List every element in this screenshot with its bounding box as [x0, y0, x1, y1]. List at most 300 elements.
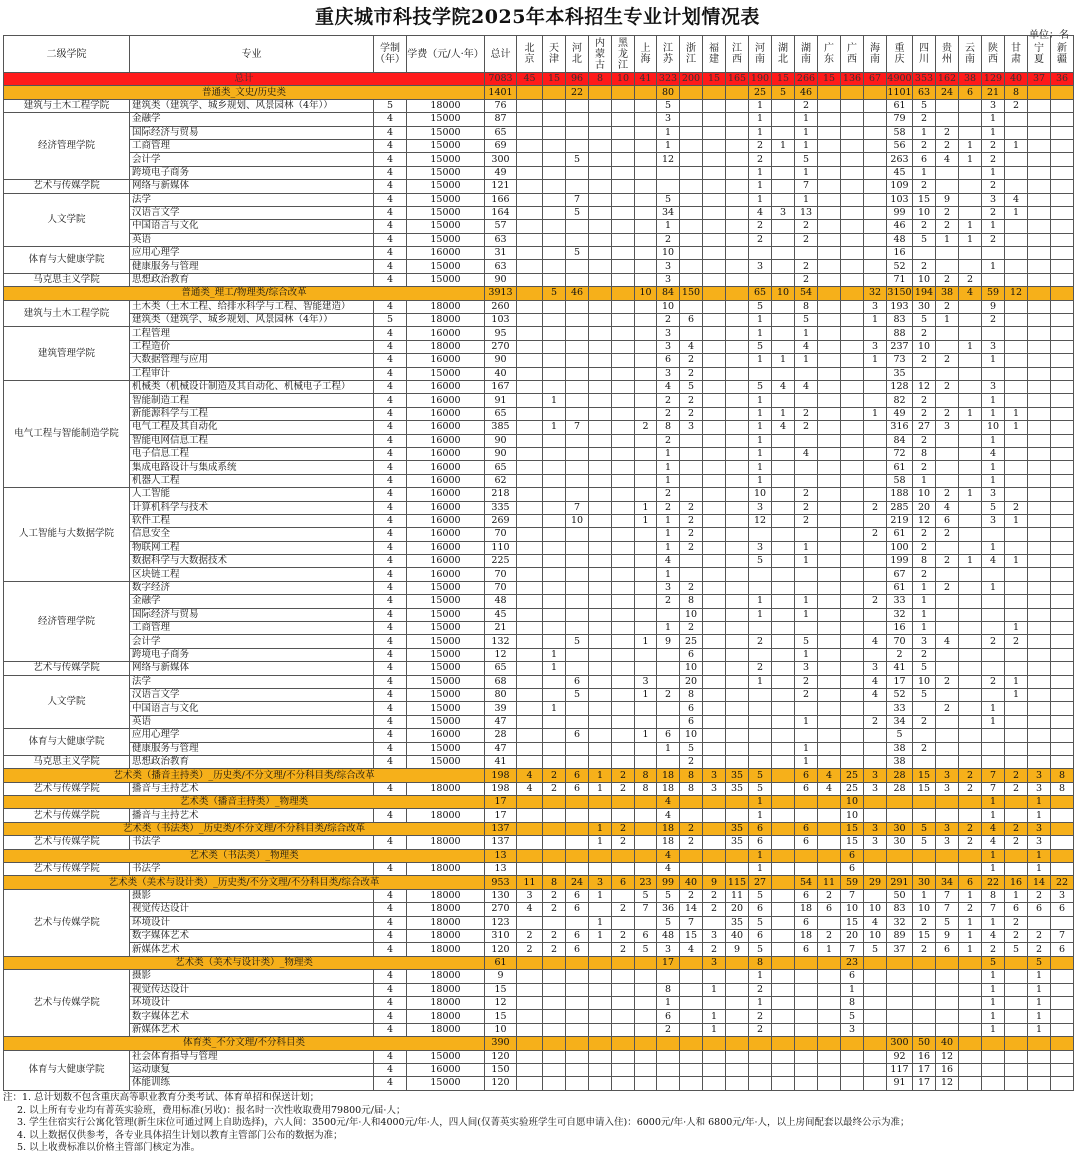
province-cell [1005, 1037, 1028, 1050]
province-cell: 2 [612, 903, 635, 916]
province-cell [612, 755, 635, 768]
table-row [4, 180, 1074, 193]
province-cell: 1 [795, 126, 818, 139]
province-cell [635, 822, 657, 835]
province-cell [703, 555, 726, 568]
province-cell: 1 [749, 421, 772, 434]
province-cell: 1 [959, 139, 982, 152]
province-cell [772, 930, 795, 943]
province-cell: 5 [1005, 943, 1028, 956]
province-cell [517, 688, 543, 701]
province-cell [703, 863, 726, 876]
tuition-cell: 18000 [407, 300, 485, 313]
unit-label: 单位：名 [1029, 30, 1069, 41]
province-cell [566, 996, 589, 1009]
category-row [4, 769, 1074, 782]
duration-cell: 4 [374, 367, 407, 380]
province-cell: 8 [841, 996, 864, 1009]
province-cell: 3 [772, 206, 795, 219]
major-cell: 金融学 [130, 113, 374, 126]
province-cell [517, 113, 543, 126]
province-cell [841, 688, 864, 701]
duration-cell: 4 [374, 180, 407, 193]
province-cell: 2 [913, 220, 936, 233]
province-cell: 199 [887, 555, 913, 568]
province-cell [612, 220, 635, 233]
province-cell [566, 528, 589, 541]
province-cell: 1 [913, 581, 936, 594]
province-cell: 5 [795, 153, 818, 166]
province-cell [726, 1077, 749, 1090]
province-cell [841, 595, 864, 608]
table-row [4, 809, 1074, 822]
province-cell: 3 [657, 327, 680, 340]
province-cell [703, 153, 726, 166]
province-cell [841, 635, 864, 648]
major-cell: 汉语言文学 [130, 206, 374, 219]
province-cell: 88 [887, 327, 913, 340]
province-cell: 2 [612, 943, 635, 956]
province-cell [936, 541, 959, 554]
header-cell: 湖 南 [795, 36, 818, 73]
province-cell [1051, 327, 1074, 340]
province-cell: 2 [680, 354, 703, 367]
province-cell: 188 [887, 488, 913, 501]
province-cell [543, 233, 566, 246]
tuition-cell: 18000 [407, 340, 485, 353]
province-cell [772, 782, 795, 795]
province-cell: 1 [749, 327, 772, 340]
province-cell [612, 1063, 635, 1076]
province-cell: 1 [749, 180, 772, 193]
province-cell [1028, 247, 1051, 260]
province-cell [772, 916, 795, 929]
province-cell [635, 1063, 657, 1076]
province-cell: 38 [936, 287, 959, 300]
province-cell: 2 [913, 394, 936, 407]
province-cell [703, 380, 726, 393]
province-cell [936, 327, 959, 340]
province-cell [841, 715, 864, 728]
province-cell: 2 [959, 782, 982, 795]
province-cell: 3 [936, 822, 959, 835]
province-cell [680, 983, 703, 996]
province-cell [841, 139, 864, 152]
province-cell [1028, 595, 1051, 608]
province-cell: 1 [959, 555, 982, 568]
province-cell: 4 [517, 903, 543, 916]
province-cell: 4 [959, 287, 982, 300]
province-cell: 2 [936, 273, 959, 286]
province-cell [589, 340, 612, 353]
province-cell [612, 461, 635, 474]
province-cell [1005, 273, 1028, 286]
province-cell [1028, 608, 1051, 621]
province-cell [517, 1023, 543, 1036]
province-cell [841, 126, 864, 139]
province-cell [543, 608, 566, 621]
province-cell [959, 1063, 982, 1076]
province-cell: 6 [795, 836, 818, 849]
province-cell [841, 367, 864, 380]
province-cell [959, 247, 982, 260]
province-cell [936, 434, 959, 447]
province-cell: 15 [913, 769, 936, 782]
province-cell [517, 260, 543, 273]
province-cell: 7 [566, 421, 589, 434]
province-cell: 2 [1028, 930, 1051, 943]
province-cell [795, 568, 818, 581]
province-cell [657, 1037, 680, 1050]
province-cell: 1 [959, 407, 982, 420]
duration-cell: 4 [374, 260, 407, 273]
province-cell [612, 916, 635, 929]
province-cell: 1 [772, 407, 795, 420]
province-cell [589, 421, 612, 434]
province-cell [864, 193, 887, 206]
province-cell [818, 755, 841, 768]
province-cell [517, 608, 543, 621]
province-cell [959, 260, 982, 273]
province-cell [936, 474, 959, 487]
province-cell [703, 340, 726, 353]
province-cell [864, 796, 887, 809]
category-label: 艺术类（播音主持类）_历史类/不分文理/不分科目类/综合改革 [4, 769, 485, 782]
province-cell [1051, 300, 1074, 313]
note-line: 4. 以上数据仅供参考，各专业具体招生计划以教育主管部门公布的数据为准； [17, 1129, 343, 1141]
province-cell: 1 [589, 836, 612, 849]
province-cell: 6 [635, 930, 657, 943]
province-cell: 30 [913, 300, 936, 313]
province-cell: 2 [936, 220, 959, 233]
province-cell [726, 247, 749, 260]
province-cell [566, 488, 589, 501]
total-cell: 120 [485, 1077, 517, 1090]
province-cell [635, 541, 657, 554]
province-cell: 6 [959, 86, 982, 99]
province-cell [1028, 327, 1051, 340]
province-cell [818, 956, 841, 969]
province-cell [612, 581, 635, 594]
province-cell [612, 729, 635, 742]
province-cell: 33 [887, 702, 913, 715]
province-cell [772, 970, 795, 983]
province-cell: 3 [841, 1023, 864, 1036]
province-cell [841, 1050, 864, 1063]
province-cell [1005, 983, 1028, 996]
province-cell [864, 139, 887, 152]
province-cell [726, 581, 749, 594]
header-cell: 学制（年） [374, 36, 407, 73]
province-cell [1005, 742, 1028, 755]
province-cell [936, 715, 959, 728]
province-cell [517, 675, 543, 688]
province-cell [913, 996, 936, 1009]
province-cell: 1 [749, 354, 772, 367]
table-row [4, 595, 1074, 608]
province-cell: 3 [749, 501, 772, 514]
province-cell [589, 300, 612, 313]
province-cell [749, 622, 772, 635]
province-cell: 2 [749, 635, 772, 648]
province-cell [841, 394, 864, 407]
province-cell [795, 1050, 818, 1063]
tuition-cell: 15000 [407, 273, 485, 286]
province-cell: 2 [543, 889, 566, 902]
province-cell: 2 [680, 528, 703, 541]
province-cell [913, 796, 936, 809]
province-cell: 37 [1028, 73, 1051, 86]
province-cell [959, 126, 982, 139]
province-cell [566, 555, 589, 568]
province-cell [680, 233, 703, 246]
province-cell [772, 1050, 795, 1063]
province-cell [635, 166, 657, 179]
province-cell: 2 [982, 675, 1005, 688]
province-cell: 1 [795, 541, 818, 554]
province-cell: 10 [913, 903, 936, 916]
province-cell: 7 [635, 903, 657, 916]
province-cell [589, 796, 612, 809]
province-cell: 1 [543, 394, 566, 407]
province-cell [864, 983, 887, 996]
province-cell [864, 581, 887, 594]
province-cell [959, 1010, 982, 1023]
province-cell [680, 153, 703, 166]
province-cell [589, 394, 612, 407]
province-cell [818, 193, 841, 206]
province-cell [589, 461, 612, 474]
province-cell [1005, 166, 1028, 179]
province-cell: 1 [657, 139, 680, 152]
province-cell: 6 [913, 153, 936, 166]
province-cell [726, 166, 749, 179]
province-cell: 323 [657, 73, 680, 86]
province-cell [612, 622, 635, 635]
province-cell [566, 1077, 589, 1090]
province-cell: 1 [1028, 996, 1051, 1009]
total-cell: 76 [485, 99, 517, 112]
tuition-cell: 15000 [407, 139, 485, 152]
tuition-cell: 18000 [407, 99, 485, 112]
province-cell [517, 139, 543, 152]
province-cell [635, 380, 657, 393]
table-row [4, 916, 1074, 929]
province-cell [543, 354, 566, 367]
header-cell: 天 津 [543, 36, 566, 73]
province-cell [612, 662, 635, 675]
category-row [4, 86, 1074, 99]
province-cell [1028, 648, 1051, 661]
province-cell [936, 809, 959, 822]
province-cell [795, 1010, 818, 1023]
province-cell [1005, 327, 1028, 340]
province-cell: 12 [749, 514, 772, 527]
header-cell: 专业 [130, 36, 374, 73]
province-cell [864, 702, 887, 715]
province-cell: 2 [1005, 501, 1028, 514]
province-cell: 1 [543, 648, 566, 661]
province-cell: 4 [657, 380, 680, 393]
province-cell [772, 193, 795, 206]
table-header-row [4, 36, 1074, 73]
note-line: 3. 学生住宿实行公寓化管理(新生床位可通过网上自助选择)，六人间：3500元/年·人和4000元/年·人，四人间(仅菁英实验班学生可自愿申请入住)：6000元/年·人和 6800元/年·人，以上房间配套以最终公示为准； [17, 1117, 910, 1128]
header-cell: 上 海 [635, 36, 657, 73]
province-cell: 29 [864, 876, 887, 889]
total-cell: 218 [485, 488, 517, 501]
major-cell: 中国语言与文化 [130, 702, 374, 715]
province-cell [982, 729, 1005, 742]
province-cell [795, 367, 818, 380]
total-cell: 65 [485, 126, 517, 139]
province-cell [1028, 541, 1051, 554]
province-cell: 2 [864, 501, 887, 514]
major-cell: 智能制造工程 [130, 394, 374, 407]
table-row [4, 648, 1074, 661]
province-cell: 2 [936, 488, 959, 501]
province-cell [749, 688, 772, 701]
province-cell [1051, 702, 1074, 715]
table-row [4, 1063, 1074, 1076]
province-cell: 54 [795, 876, 818, 889]
province-cell [841, 247, 864, 260]
province-cell [726, 367, 749, 380]
total-cell: 17 [485, 796, 517, 809]
province-cell [1005, 220, 1028, 233]
province-cell [703, 809, 726, 822]
table-row [4, 447, 1074, 460]
province-cell [726, 541, 749, 554]
province-cell [543, 461, 566, 474]
table-row [4, 729, 1074, 742]
total-cell: 270 [485, 340, 517, 353]
province-cell: 5 [657, 916, 680, 929]
province-cell [517, 635, 543, 648]
province-cell: 10 [772, 287, 795, 300]
header-cell: 广 西 [841, 36, 864, 73]
province-cell [703, 916, 726, 929]
province-cell [1051, 715, 1074, 728]
province-cell [589, 260, 612, 273]
province-cell: 8 [749, 956, 772, 969]
province-cell [517, 501, 543, 514]
province-cell [703, 715, 726, 728]
province-cell: 2 [703, 889, 726, 902]
province-cell [589, 742, 612, 755]
province-cell [589, 809, 612, 822]
province-cell [1005, 863, 1028, 876]
province-cell: 1 [982, 796, 1005, 809]
province-cell [772, 180, 795, 193]
province-cell [864, 514, 887, 527]
table-row [4, 688, 1074, 701]
province-cell: 1 [864, 354, 887, 367]
category-label: 普通类_文史/历史类 [4, 86, 485, 99]
province-cell [589, 354, 612, 367]
tuition-cell: 18000 [407, 863, 485, 876]
province-cell [589, 1023, 612, 1036]
major-cell: 英语 [130, 233, 374, 246]
province-cell: 54 [795, 287, 818, 300]
province-cell: 3 [982, 488, 1005, 501]
duration-cell: 4 [374, 247, 407, 260]
province-cell [818, 421, 841, 434]
province-cell [818, 327, 841, 340]
province-cell [772, 113, 795, 126]
province-cell: 1101 [887, 86, 912, 98]
province-cell: 48 [657, 930, 680, 943]
province-cell [612, 648, 635, 661]
major-cell: 网络与新媒体 [130, 180, 374, 193]
province-cell: 27 [749, 876, 772, 889]
province-cell: 5 [566, 635, 589, 648]
province-cell [566, 916, 589, 929]
province-cell: 2 [517, 943, 543, 956]
province-cell: 5 [566, 206, 589, 219]
province-cell [841, 488, 864, 501]
province-cell [589, 541, 612, 554]
province-cell: 1 [635, 729, 657, 742]
province-cell [543, 956, 566, 969]
province-cell: 5 [982, 956, 1005, 969]
province-cell [657, 715, 680, 728]
province-cell [635, 1023, 657, 1036]
province-cell: 1 [841, 983, 864, 996]
province-cell [772, 688, 795, 701]
province-cell: 2 [1005, 635, 1028, 648]
province-cell [612, 956, 635, 969]
province-cell [517, 581, 543, 594]
province-cell: 7 [936, 903, 959, 916]
province-cell: 5 [657, 193, 680, 206]
province-cell [517, 528, 543, 541]
province-cell [749, 367, 772, 380]
province-cell [566, 166, 589, 179]
province-cell [517, 367, 543, 380]
province-cell [543, 86, 566, 99]
province-cell [864, 233, 887, 246]
province-cell [1005, 996, 1028, 1009]
province-cell: 40 [726, 930, 749, 943]
table-row [4, 126, 1074, 139]
major-cell: 书法学 [130, 863, 374, 876]
province-cell [635, 126, 657, 139]
tuition-cell: 18000 [407, 809, 485, 822]
province-cell: 61 [887, 461, 913, 474]
province-cell [517, 541, 543, 554]
province-cell: 1 [1005, 407, 1028, 420]
province-cell: 10 [864, 930, 887, 943]
province-cell [703, 1037, 726, 1050]
province-cell: 11 [517, 876, 543, 889]
province-cell: 14 [680, 903, 703, 916]
province-cell: 18 [657, 782, 680, 795]
province-cell: 6 [841, 849, 864, 862]
province-cell [772, 1063, 795, 1076]
province-cell: 6 [749, 930, 772, 943]
province-cell [1051, 648, 1074, 661]
province-cell [1005, 153, 1028, 166]
tuition-cell: 15000 [407, 166, 485, 179]
province-cell [818, 822, 841, 835]
college-cell: 艺术与传媒学院 [4, 180, 130, 193]
province-cell: 2 [1005, 836, 1028, 849]
province-cell: 2 [795, 99, 818, 112]
table-row [4, 407, 1074, 420]
province-cell: 5 [566, 688, 589, 701]
province-cell: 2 [612, 782, 635, 795]
province-cell [726, 126, 749, 139]
